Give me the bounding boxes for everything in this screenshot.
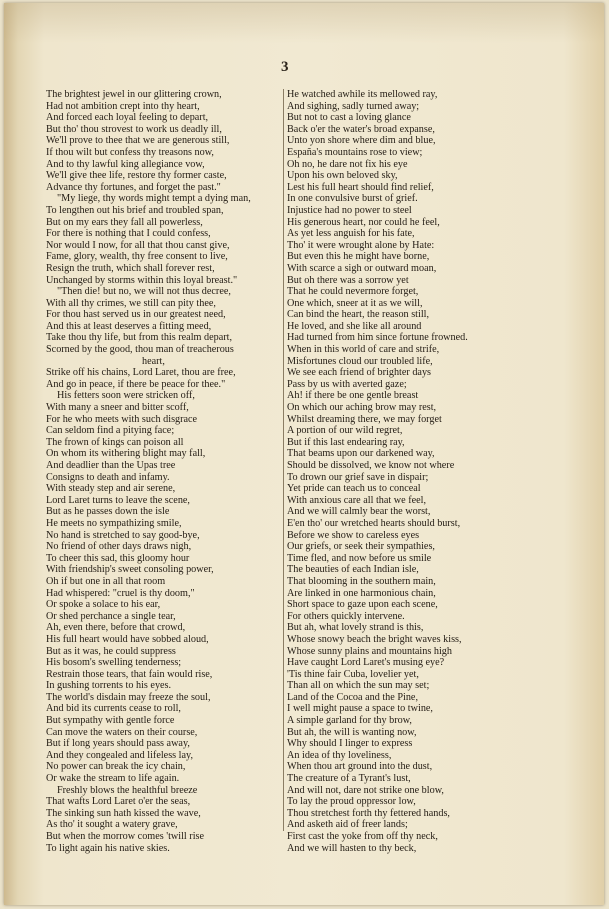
- poem-line: Misfortunes cloud our troubled life,: [287, 355, 433, 367]
- poem-line: Whose sunny plains and mountains high: [287, 645, 452, 657]
- poem-line: Take thou thy life, but from this realm depart,: [46, 332, 233, 344]
- poem-line: Had turned from him since fortune frowned.: [287, 332, 468, 344]
- poem-line: In gushing torrents to his eyes.: [46, 680, 172, 692]
- page-number: 3: [281, 59, 289, 75]
- poem-line: And we will calmly bear the worst,: [287, 506, 431, 518]
- poem-line: For thou hast served us in our greatest need,: [46, 309, 226, 321]
- poem-line: The frown of kings can poison all: [46, 436, 184, 448]
- poem-line: Time fled, and now before us smile: [287, 552, 432, 564]
- left-column: [46, 89, 278, 854]
- poem-line: Pass by us with averted gaze;: [287, 378, 407, 390]
- poem-line: Before we show to careless eyes: [287, 529, 420, 541]
- poem-line: Whose snowy beach the bright waves kiss,: [287, 633, 462, 645]
- poem-line: Than all on which the sun may set;: [287, 680, 430, 692]
- poem-line: And they congealed and lifeless lay,: [46, 749, 194, 761]
- poem-line: For others quickly intervene.: [287, 610, 405, 622]
- poem-line: And this at least deserves a fitting meed,: [46, 320, 212, 332]
- poem-line: And will not, dare not strike one blow,: [287, 784, 444, 796]
- poem-line: In one convulsive burst of grief.: [287, 193, 418, 205]
- poem-line: The world's disdain may freeze the soul,: [46, 691, 211, 703]
- poem-line: Had whispered: "cruel is thy doom,": [46, 587, 195, 599]
- poem-line: He loved, and she like all around: [287, 320, 422, 332]
- poem-line: Are linked in one harmonious chain,: [287, 587, 436, 599]
- poem-line: Should be dissolved, we know not where: [287, 460, 455, 471]
- poem-line: With all thy crimes, we still can pity thee,: [46, 297, 216, 309]
- poem-line: His full heart would have sobbed aloud,: [46, 633, 209, 645]
- poem-line: That wafts Lord Laret o'er the seas,: [46, 796, 191, 808]
- poem-line: E'en tho' our wretched hearts should burst,: [287, 517, 461, 529]
- poem-line: Or shed perchance a single tear,: [46, 610, 176, 622]
- poem-line: An idea of thy loveliness,: [287, 749, 392, 761]
- poem-line: For there is nothing that I could confess,: [46, 228, 211, 240]
- poem-line: Lest his full heart should find relief,: [287, 181, 434, 193]
- poem-line: Upon his own beloved sky,: [287, 170, 398, 182]
- poem-line: No hand is stretched to say good-bye,: [46, 529, 200, 541]
- poem-line: But when the morrow comes 'twill rise: [46, 831, 205, 842]
- poem-line: But if long years should pass away,: [46, 738, 190, 750]
- poem-line: With steady step and air serene,: [46, 483, 176, 495]
- poem-line: When in this world of care and strife,: [287, 344, 440, 356]
- poem-line: That he could nevermore forget,: [287, 286, 419, 298]
- poem-line: On which our aching brow may rest,: [287, 402, 437, 414]
- poem-line: Nor would I now, for all that thou canst give,: [46, 239, 230, 251]
- poem-line: The creature of a Tyrant's lust,: [287, 773, 411, 785]
- poem-line: España's mountains rose to view;: [287, 146, 423, 158]
- poem-line: Injustice had no power to steel: [287, 204, 412, 216]
- poem-line: But on my ears they fall all powerless,: [46, 216, 203, 228]
- poem-line: His generous heart, nor could he feel,: [287, 216, 440, 228]
- poem-line: Yet pride can teach us to conceal: [287, 483, 421, 495]
- poem-line: Or wake the stream to life again.: [46, 773, 180, 785]
- poem-line: His bosom's swelling tenderness;: [46, 657, 182, 669]
- poem-line: One which, sneer at it as we will,: [287, 297, 423, 309]
- poem-line: But oh there was a sorrow yet: [287, 274, 409, 286]
- poem-line: "Then die! but no, we will not thus decree,: [57, 286, 231, 298]
- poem-line: On whom its withering blight may fall,: [46, 448, 206, 460]
- poem-line: For he who meets with such disgrace: [46, 413, 198, 425]
- poem-line: A simple garland for thy brow,: [287, 715, 412, 727]
- book-page: [4, 3, 604, 905]
- paper-stain: [4, 3, 604, 43]
- poem-line: With many a sneer and bitter scoff,: [46, 402, 189, 414]
- poem-line: But even this he might have borne,: [287, 251, 430, 263]
- poem-line: That beams upon our darkened way,: [287, 448, 435, 460]
- poem-line: To lay the proud oppressor low,: [287, 796, 416, 808]
- poem-line: Short space to gaze upon each scene,: [287, 599, 438, 611]
- poem-line: Can seldom find a pitying face;: [46, 425, 175, 437]
- poem-line: With scarce a sigh or outward moan,: [287, 262, 437, 274]
- right-column: [287, 89, 599, 854]
- poem-line: Resign the truth, which shall forever rest,: [46, 262, 215, 274]
- poem-line: Tho' it were wrought alone by Hate:: [287, 239, 435, 251]
- poem-line: When thou art ground into the dust,: [287, 761, 433, 773]
- poem-line: He watched awhile its mellowed ray,: [287, 89, 438, 100]
- poem-line: Fame, glory, wealth, thy free consent to live,: [46, 251, 228, 263]
- poem-line: I well might pause a space to twine,: [287, 703, 433, 715]
- poem-line: 'Tis thine fair Cuba, lovelier yet,: [287, 668, 419, 680]
- poem-line: First cast the yoke from off thy neck,: [287, 831, 438, 842]
- poem-line: Ah, even there, before that crowd,: [46, 622, 186, 634]
- poem-line: Land of the Cocoa and the Pine,: [287, 691, 418, 703]
- poem-line: The beauties of each Indian isle,: [287, 564, 419, 576]
- poem-line: Restrain those tears, that fain would rise,: [46, 668, 213, 680]
- poem-line: That blooming in the southern main,: [287, 575, 436, 587]
- poem-line: But if this last endearing ray,: [287, 436, 405, 448]
- poem-line: To lengthen out his brief and troubled span,: [46, 204, 224, 216]
- poem-line: Can bind the heart, the reason still,: [287, 309, 430, 321]
- poem-line: But as it was, he could suppress: [46, 645, 176, 657]
- poem-line: He meets no sympathizing smile,: [46, 517, 182, 529]
- poem-line: Have caught Lord Laret's musing eye?: [287, 657, 445, 669]
- poem-line: Advance thy fortunes, and forget the past.": [46, 181, 221, 193]
- poem-line: And sighing, sadly turned away;: [287, 100, 420, 112]
- poem-line: We'll give thee life, restore thy former caste,: [46, 170, 227, 182]
- poem-line: We see each friend of brighter days: [287, 367, 432, 379]
- poem-line: And we will hasten to thy beck,: [287, 842, 417, 854]
- poem-line: Consigns to death and infamy.: [46, 471, 170, 483]
- poem-line: A portion of our wild regret,: [287, 425, 403, 437]
- poem-line: As yet less anguish for his fate,: [287, 228, 415, 240]
- poem-line: Lord Laret turns to leave the scene,: [46, 494, 190, 506]
- poem-line: And go in peace, if there be peace for thee.": [46, 378, 226, 390]
- poem-line: If thou wilt but confess thy treasons now,: [46, 146, 214, 158]
- poem-line: Back o'er the water's broad expanse,: [287, 123, 435, 135]
- poem-line: Can move the waters on their course,: [46, 726, 198, 738]
- poem-line: But as he passes down the isle: [46, 506, 170, 518]
- poem-line: The brightest jewel in our glittering crown,: [46, 89, 222, 100]
- poem-line: And forced each loyal feeling to depart,: [46, 112, 209, 124]
- poem-line: And asketh aid of freer lands;: [287, 819, 408, 831]
- poem-line: Unto yon shore where dim and blue,: [287, 135, 436, 147]
- poem-line: The sinking sun hath kissed the wave,: [46, 807, 201, 819]
- poem-line: Why should I linger to express: [287, 738, 413, 750]
- poem-line: To drown our grief save in dispair;: [287, 471, 429, 483]
- poem-line: No power can break the icy chain,: [46, 761, 186, 773]
- poem-line: Our griefs, or seek their sympathies,: [287, 541, 435, 553]
- poem-line: Strike off his chains, Lord Laret, thou are free,: [46, 367, 236, 379]
- column-divider: [283, 89, 284, 831]
- poem-line: No friend of other days draws nigh,: [46, 541, 192, 553]
- poem-line: But sympathy with gentle force: [46, 715, 175, 727]
- poem-line: But not to cast a loving glance: [287, 112, 411, 124]
- poem-line: Scorned by the good, thou man of treacherous: [46, 344, 234, 356]
- poem-line: Oh if but one in all that room: [46, 575, 166, 587]
- poem-line: His fetters soon were stricken off,: [57, 390, 195, 402]
- poem-line: Had not ambition crept into thy heart,: [46, 100, 200, 112]
- poem-line: To cheer this sad, this gloomy hour: [46, 552, 190, 564]
- poem-line: "My liege, thy words might tempt a dying man,: [57, 193, 251, 205]
- poem-line: And bid its currents cease to roll,: [46, 703, 181, 715]
- poem-line: Oh no, he dare not fix his eye: [287, 158, 408, 170]
- poem-line: Whilst dreaming there, we may forget: [287, 413, 442, 425]
- poem-line: With anxious care all that we feel,: [287, 494, 427, 506]
- poem-line: Or spoke a solace to his ear,: [46, 599, 161, 611]
- poem-line: And to thy lawful king allegiance vow,: [46, 158, 205, 170]
- poem-line: Freshly blows the healthful breeze: [57, 784, 198, 796]
- poem-line: But ah, what lovely strand is this,: [287, 622, 424, 634]
- poem-line: But tho' thou strovest to work us deadly ill,: [46, 123, 222, 135]
- poem-line: And deadlier than the Upas tree: [46, 460, 176, 471]
- poem-line: We'll prove to thee that we are generous still,: [46, 135, 230, 147]
- poem-line: To light again his native skies.: [46, 842, 170, 854]
- poem-line: Ah! if there be one gentle breast: [287, 390, 419, 402]
- poem-line: With friendship's sweet consoling power,: [46, 564, 214, 576]
- poem-line: Thou stretchest forth thy fettered hands,: [287, 807, 450, 819]
- poem-line: heart,: [142, 355, 165, 367]
- poem-line: As tho' it sought a watery grave,: [46, 819, 178, 831]
- poem-line: Unchanged by storms within this loyal breast.": [46, 274, 238, 286]
- poem-line: But ah, the will is wanting now,: [287, 726, 417, 738]
